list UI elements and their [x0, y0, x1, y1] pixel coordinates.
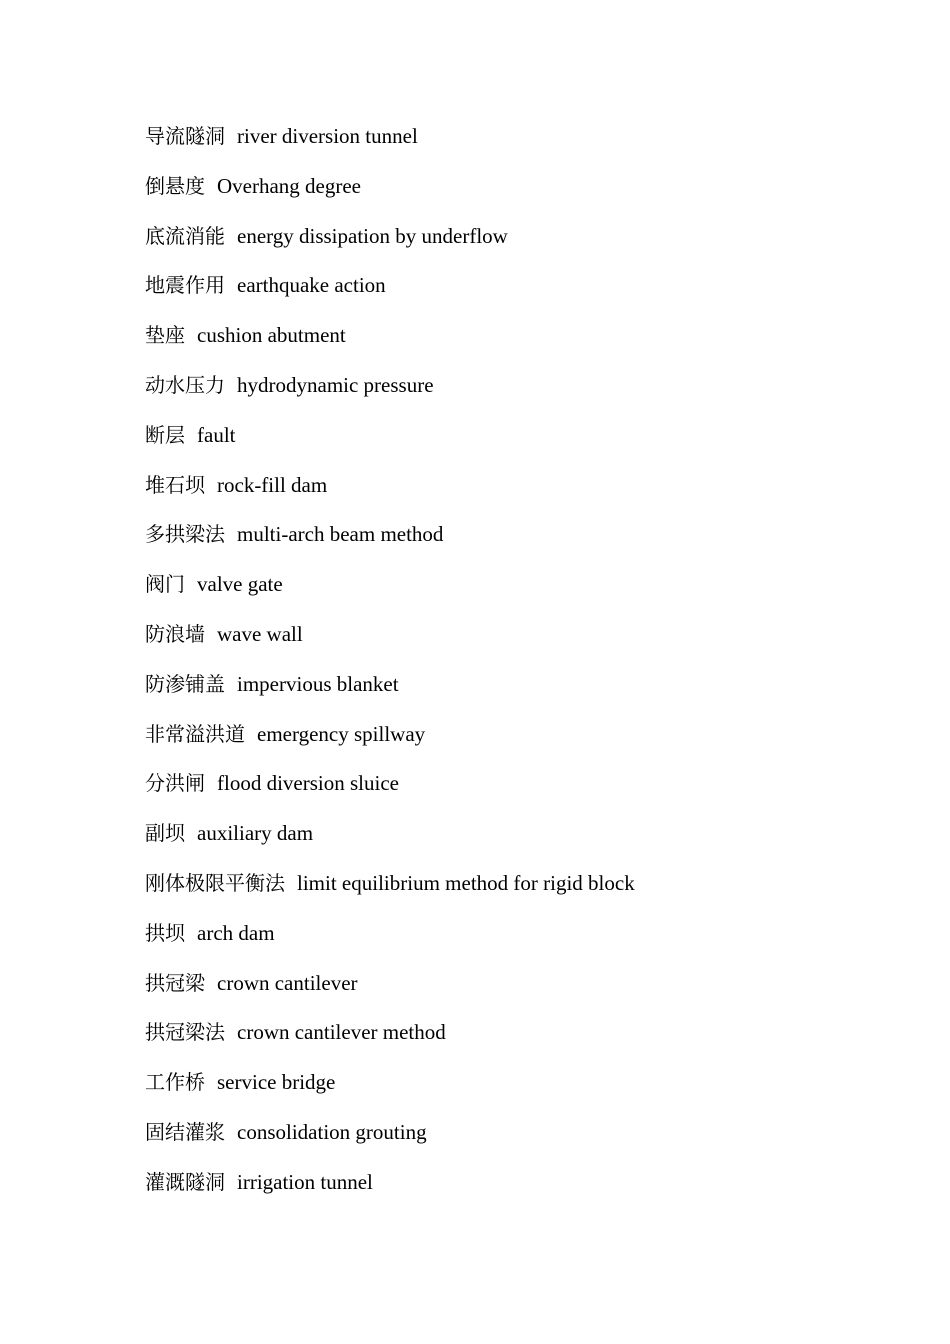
term-english: Overhang degree — [217, 173, 362, 198]
term-english: emergency spillway — [257, 721, 426, 746]
term-chinese: 多拱梁法 — [145, 522, 225, 547]
term-chinese: 拱冠梁 — [145, 970, 205, 995]
glossary-entry — [145, 669, 845, 719]
term-english: earthquake action — [237, 273, 386, 298]
term-chinese: 灌溉隧洞 — [145, 1169, 225, 1194]
term-chinese: 导流隧洞 — [145, 124, 225, 148]
term-chinese: 副坝 — [145, 821, 185, 846]
term-english: auxiliary dam — [197, 821, 314, 846]
term-chinese: 地震作用 — [145, 273, 225, 298]
glossary-entry — [145, 1117, 845, 1167]
term-english: flood diversion sluice — [217, 771, 399, 796]
term-chinese: 分洪闸 — [145, 771, 205, 796]
term-chinese: 拱冠梁法 — [145, 1020, 225, 1045]
term-english: hydrodynamic pressure — [237, 372, 434, 397]
term-chinese: 拱坝 — [145, 920, 185, 945]
term-english: impervious blanket — [237, 671, 399, 696]
term-chinese: 防渗铺盖 — [145, 671, 225, 696]
term-chinese: 阀门 — [145, 572, 185, 597]
glossary-entry — [145, 470, 845, 520]
term-chinese: 断层 — [145, 422, 185, 447]
term-english: crown cantilever method — [237, 1020, 446, 1045]
glossary-entry — [145, 221, 845, 271]
term-english: energy dissipation by underflow — [237, 223, 508, 248]
term-english: consolidation grouting — [237, 1119, 427, 1144]
term-chinese: 刚体极限平衡法 — [145, 870, 285, 895]
term-english: fault — [197, 422, 236, 447]
glossary-entry — [145, 270, 845, 320]
term-chinese: 非常溢洪道 — [145, 721, 245, 746]
term-english: service bridge — [217, 1070, 336, 1095]
term-english: river diversion tunnel — [237, 124, 418, 148]
glossary-entry — [145, 1167, 845, 1217]
term-english: wave wall — [217, 621, 303, 646]
glossary-entry — [145, 968, 845, 1018]
glossary-entry — [145, 719, 845, 769]
glossary-entry — [145, 768, 845, 818]
glossary-entry — [145, 918, 845, 968]
term-english: limit equilibrium method for rigid block — [297, 870, 635, 895]
term-chinese: 工作桥 — [145, 1070, 205, 1095]
glossary-entry — [145, 420, 845, 470]
glossary-entry — [145, 1017, 845, 1067]
term-english: multi-arch beam method — [237, 522, 444, 547]
term-english: cushion abutment — [197, 323, 346, 348]
glossary-entry — [145, 171, 845, 221]
term-english: irrigation tunnel — [237, 1169, 373, 1194]
term-english: arch dam — [197, 920, 275, 945]
term-english: rock-fill dam — [217, 472, 328, 497]
glossary-list — [145, 121, 845, 1217]
glossary-entry — [145, 569, 845, 619]
glossary-entry — [145, 370, 845, 420]
term-english: crown cantilever — [217, 970, 358, 995]
glossary-entry — [145, 619, 845, 669]
term-english: valve gate — [197, 572, 283, 597]
glossary-entry — [145, 1067, 845, 1117]
term-chinese: 垫座 — [145, 323, 185, 348]
term-chinese: 底流消能 — [145, 223, 225, 248]
glossary-entry — [145, 519, 845, 569]
glossary-entry — [145, 818, 845, 868]
term-chinese: 防浪墙 — [145, 621, 205, 646]
term-chinese: 固结灌浆 — [145, 1119, 225, 1144]
glossary-entry — [145, 868, 845, 918]
glossary-entry — [145, 121, 845, 171]
term-chinese: 倒悬度 — [145, 173, 205, 198]
term-chinese: 动水压力 — [145, 372, 225, 397]
term-chinese: 堆石坝 — [145, 472, 205, 497]
glossary-entry — [145, 320, 845, 370]
